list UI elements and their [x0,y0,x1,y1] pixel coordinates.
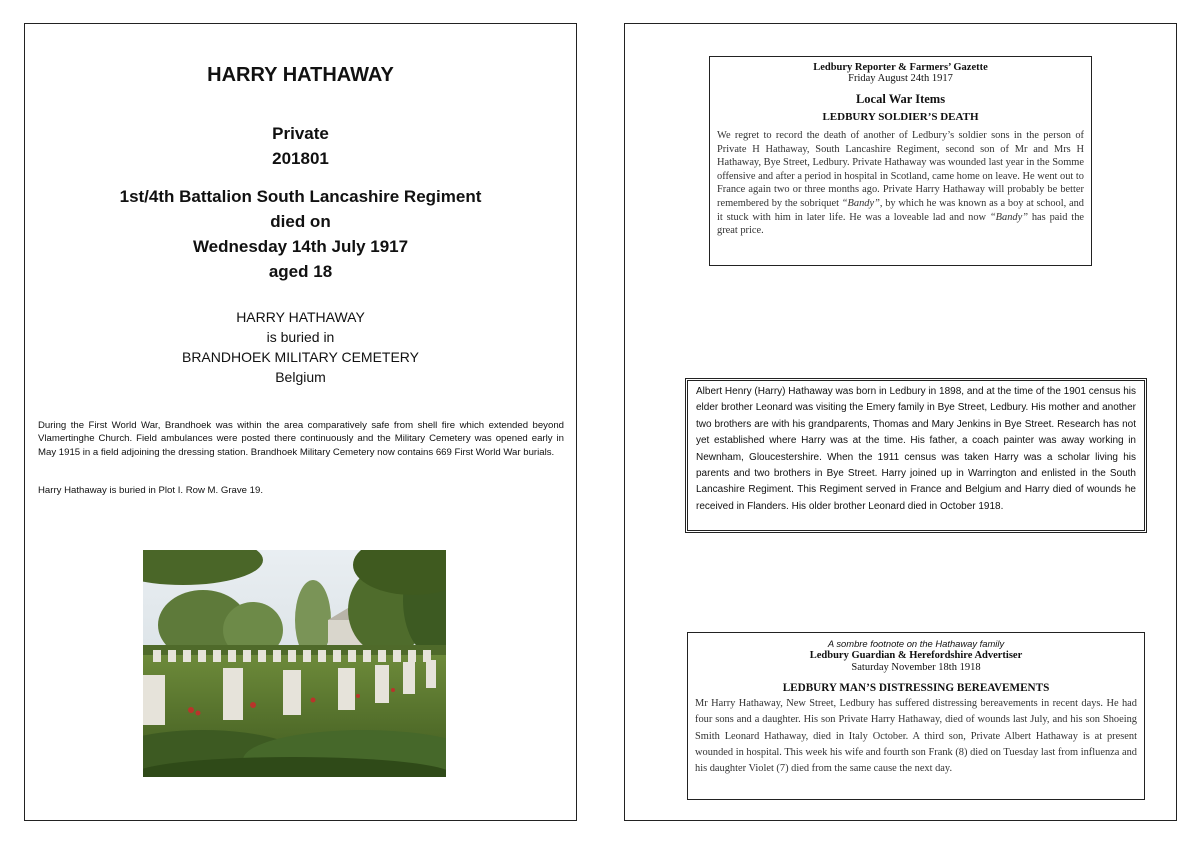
age: aged 18 [268,262,333,281]
reporter-section: Local War Items [855,92,946,106]
unit: 1st/4th Battalion South Lancashire Regiment [119,187,482,206]
left-page [24,23,577,821]
guardian-headline: LEDBURY MAN’S DISTRESSING BEREAVEMENTS [782,682,1050,694]
rank: Private [272,124,329,143]
guardian-publication: Ledbury Guardian & Herefordshire Advertiser [809,650,1023,661]
reporter-date: Friday August 24th 1917 [848,73,953,84]
buried-in-label: is buried in [266,329,335,345]
nickname: “Bandy” [989,211,1029,223]
reporter-publication: Ledbury Reporter & Farmers’ Gazette [813,62,988,73]
service-number: 201801 [272,149,329,168]
biography-box [685,378,1147,533]
guardian-body: Mr Harry Hathaway, New Street, Ledbury has suffered distressing bereavements in recent days. He had four sons and a daughter. His son Private Harry Hathaway, died of wounds last July, and his son Shoeing Smith Leonard Hathaway, died in Italy October. A third son, Private Albert Hathaway is at present wounded in hospital. This week his wife and fourth son Frank (8) died on Tuesday last from influenza and his daughter Violet (7) died from the same cause the next day. [695,698,1137,775]
died-on-label: died on [270,212,331,231]
cemetery-name: BRANDHOEK MILITARY CEMETERY [181,349,419,365]
death-date: Wednesday 14th July 1917 [192,237,409,256]
unit-block [25,184,576,284]
burial-block [25,307,576,387]
cemetery-photo [143,550,446,777]
reporter-body [717,129,1084,238]
burial-name: HARRY HATHAWAY [236,309,365,325]
guardian-article [687,632,1145,800]
rank-block [25,121,576,171]
burial-country: Belgium [275,369,326,385]
guardian-date: Saturday November 18th 1918 [851,662,981,673]
guardian-note: A sombre footnote on the Hathaway family [827,638,1005,649]
grave-location: Harry Hathaway is buried in Plot I. Row M. Grave 19. [38,485,264,496]
reporter-body-part-1: We regret to record the death of another of Ledbury’s soldier sons in the person of Private H Hathaway, South Lancashire Regiment, second son of Mr and Mrs H Hathaway, Bye Street, Ledbury. Private Hathaway was wounded last year in the Somme offensive and after a period in hospital in Scotland, came home on leave. He went out to France again two or three months ago. Private Harry Hathaway will probably be better remembered by the sobriquet [717,130,1084,209]
right-page [624,23,1177,821]
reporter-headline: LEDBURY SOLDIER’S DEATH [822,111,979,123]
soldier-name-title: HARRY HATHAWAY [207,64,394,86]
nickname: “Bandy” [841,197,880,209]
reporter-article [709,56,1092,266]
reporter-body-part-3: has paid the great price. [717,211,1084,237]
cemetery-description: During the First World War, Brandhoek was within the area comparatively safe from shell fire which extended beyond Vlamertinghe Church. Field ambulances were posted there continuously and the Military Cemetery was opened early in May 1915 in a field adjoining the dressing station. Brandhoek Military Cemetery now contains 669 First World War burials. [38,420,564,458]
reporter-body-part-2: , by which he was known as a boy at school, and it stuck with him in later life. He was a loveable lad and now [717,197,1084,223]
biography-text: Albert Henry (Harry) Hathaway was born in Ledbury in 1898, and at the time of the 1901 census his elder brother Leonard was visiting the Emery family in Bye Street, Ledbury. His mother and another two brothers are with his grandparents, Thomas and Mary Jenkins in Bye Street. Research has not yet established where Harry was at the time. His father, a coach painter was away working in Newnham, Gloucestershire. When the 1911 census was taken Harry was a scholar living his parents and two brothers in Bye Street. Harry joined up in Warrington and enlisted in the South Lancashire Regiment. This Regiment served in France and Belgium and Harry died of wounds he received in Flanders. His older brother Leonard died in October 1918. [696,386,1136,512]
